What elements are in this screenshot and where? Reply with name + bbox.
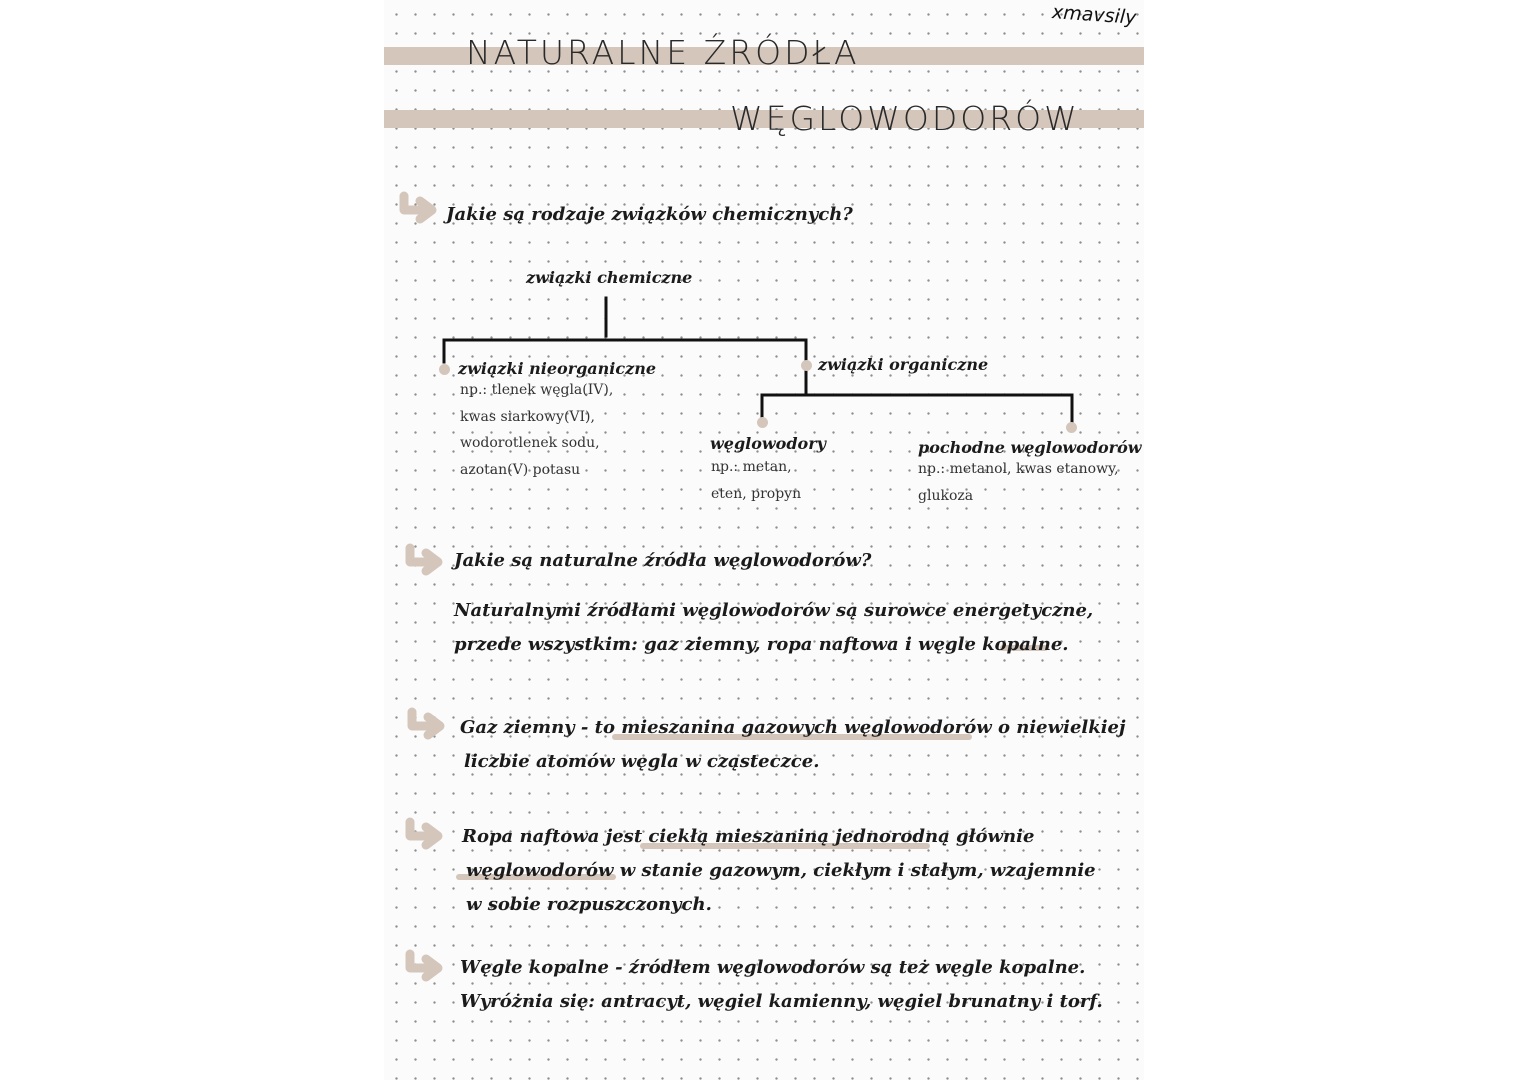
crude-oil-line-2: węglowodorów w stanie gazowym, ciekłym i stałym, wzajemnie [466, 860, 1096, 881]
tree-node-dot [801, 360, 812, 371]
tree-derivatives-examples [918, 456, 1119, 509]
tree-node-dot [439, 364, 450, 375]
inorganic-example: kwas siarkowy(VI), [460, 408, 595, 425]
question-types-of-compounds: Jakie są rodzaje związków chemicznych? [446, 204, 853, 225]
natural-gas-line-1: Gaz ziemny - to mieszanina gazowych węglowodorów o niewielkiej [460, 717, 1126, 738]
tree-derivatives-label: pochodne węglowodorów [918, 438, 1142, 457]
tree-inorganic-label: związki nieorganiczne [458, 359, 657, 378]
page-title-line-1: NATURALNE ŹRÓDŁA [466, 33, 860, 72]
crude-oil-line-1: Ropa naftowa jest ciekłą mieszaniną jednorodną głównie [462, 826, 1035, 847]
natural-sources-line-1: Naturalnymi źródłami węglowodorów są surowce energetyczne, [454, 600, 1094, 621]
question-natural-sources: Jakie są naturalne źródła węglowodorów? [454, 550, 872, 571]
crude-oil-line-3: w sobie rozpuszczonych. [466, 894, 712, 915]
tree-root-label: związki chemiczne [526, 268, 693, 287]
derivative-example: glukoza [918, 487, 974, 504]
tree-organic-label: związki organiczne [818, 355, 989, 374]
hydrocarbon-example: eten, propyn [711, 485, 802, 502]
inorganic-example: azotan(V) potasu [460, 461, 581, 478]
page-title-line-2: WĘGLOWODORÓW [730, 99, 1080, 138]
fossil-coal-line-1: Węgle kopalne - źródłem węglowodorów są też węgle kopalne. [460, 957, 1086, 978]
tree-hydrocarbons-examples [711, 454, 801, 507]
author-signature: xmavsily [1051, 1, 1138, 29]
fossil-coal-line-2: Wyróżnia się: antracyt, węgiel kamienny, węgiel brunatny i torf. [460, 991, 1103, 1012]
natural-gas-line-2: liczbie atomów węgla w cząsteczce. [464, 751, 820, 772]
inorganic-example: np.: tlenek węgla(IV), [460, 382, 614, 398]
derivative-example: np.: metanol, kwas etanowy, [918, 461, 1119, 477]
tree-node-dot [1066, 422, 1077, 433]
hydrocarbon-example: np.: metan, [711, 459, 792, 475]
tree-hydrocarbons-label: węglowodory [710, 434, 826, 453]
tree-inorganic-examples [460, 377, 613, 483]
tree-node-dot [757, 417, 768, 428]
inorganic-example: wodorotlenek sodu, [460, 435, 600, 451]
natural-sources-line-2: przede wszystkim: gaz ziemny, ropa naftowa i węgle kopalne. [454, 634, 1069, 655]
